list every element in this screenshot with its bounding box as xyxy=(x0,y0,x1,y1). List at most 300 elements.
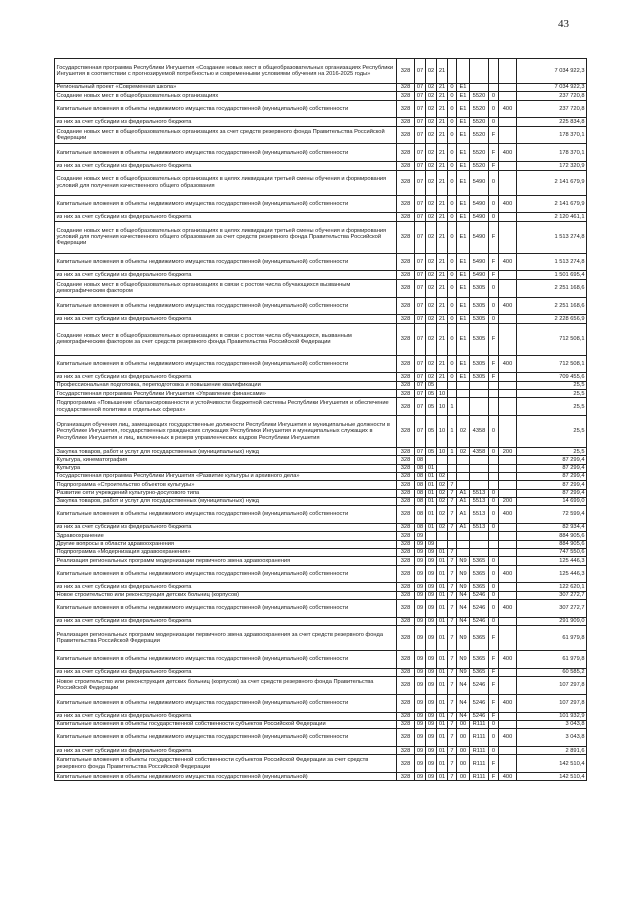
cell-ved: 328 xyxy=(397,532,415,540)
cell-nap xyxy=(457,381,470,389)
table-row xyxy=(55,755,587,773)
cell-name: Капитальные вложения в объекты недвижимого имущества государственной (муниципальной) собственности xyxy=(55,729,397,747)
cell-nap: 00 xyxy=(457,747,470,755)
cell-ved: 328 xyxy=(397,489,415,497)
cell-nap: N9 xyxy=(457,668,470,676)
cell-name: Капитальные вложения в объекты недвижимого имущества государственной (муниципальной) собственности xyxy=(55,253,397,271)
table-row xyxy=(55,390,587,398)
cell-pr: 02 xyxy=(426,118,437,126)
cell-pr: 09 xyxy=(426,548,437,556)
cell-ved: 328 xyxy=(397,448,415,456)
cell-pr: 02 xyxy=(426,195,437,213)
cell-pr: 02 xyxy=(426,355,437,373)
cell-prog xyxy=(437,381,448,389)
cell-sub: 7 xyxy=(448,625,457,650)
cell-prog xyxy=(437,456,448,464)
cell-prog: 01 xyxy=(437,773,448,781)
cell-code: 0 xyxy=(489,557,499,565)
cell-code: 0 xyxy=(489,524,499,532)
cell-name: из них за счет субсидии из федерального бюджета xyxy=(55,747,397,755)
cell-prog: 21 xyxy=(437,126,448,144)
cell-rz: 07 xyxy=(415,144,426,162)
cell-sum: 1 513 274,8 xyxy=(517,253,587,271)
cell-nap: 00 xyxy=(457,729,470,747)
cell-vr: 400 xyxy=(499,729,517,747)
cell-ei: 5520 xyxy=(470,144,489,162)
cell-prog: 01 xyxy=(437,677,448,695)
cell-name: Капитальные вложения в объекты государственной собственности субъектов Российской Федерации за счет средств резервного фонда Правительства Российской Федерации xyxy=(55,755,397,773)
cell-rz: 08 xyxy=(415,497,426,505)
cell-nap xyxy=(457,464,470,472)
cell-vr xyxy=(499,118,517,126)
cell-name: Государственная программа Республики Ингушетия «Создание новых мест в общеобразовательных организациях Республики Ингушетия в соответствии с прогнозируемой потребностью и современными условиями обучения на 2016-2025 годы» xyxy=(55,59,397,84)
cell-prog: 21 xyxy=(437,297,448,315)
cell-code: F xyxy=(489,271,499,279)
cell-sum: 237 720,8 xyxy=(517,92,587,100)
cell-rz: 08 xyxy=(415,481,426,489)
cell-nap: 02 xyxy=(457,416,470,448)
cell-nap: N4 xyxy=(457,591,470,599)
cell-rz: 09 xyxy=(415,677,426,695)
cell-nap: А1 xyxy=(457,506,470,524)
cell-sum: 87 299,4 xyxy=(517,489,587,497)
table-row xyxy=(55,565,587,583)
cell-ei: 5520 xyxy=(470,162,489,170)
cell-prog: 21 xyxy=(437,144,448,162)
cell-nap: Е1 xyxy=(457,84,470,92)
cell-prog: 21 xyxy=(437,253,448,271)
cell-sub: 0 xyxy=(448,373,457,381)
cell-ei: 5490 xyxy=(470,221,489,253)
cell-ved: 328 xyxy=(397,456,415,464)
cell-vr xyxy=(499,557,517,565)
cell-pr: 09 xyxy=(426,712,437,720)
cell-nap: N9 xyxy=(457,625,470,650)
cell-ei xyxy=(470,398,489,416)
cell-nap: N4 xyxy=(457,694,470,712)
cell-vr xyxy=(499,213,517,221)
cell-ved: 328 xyxy=(397,213,415,221)
cell-prog: 02 xyxy=(437,497,448,505)
table-row xyxy=(55,694,587,712)
cell-pr: 02 xyxy=(426,126,437,144)
cell-rz: 07 xyxy=(415,355,426,373)
cell-ei xyxy=(470,473,489,481)
cell-nap xyxy=(457,548,470,556)
cell-vr: 400 xyxy=(499,565,517,583)
cell-name: Капитальные вложения в объекты недвижимого имущества государственной (муниципальной) собственности xyxy=(55,650,397,668)
cell-sum: 14 699,0 xyxy=(517,497,587,505)
cell-ei: 5520 xyxy=(470,92,489,100)
cell-vr xyxy=(499,548,517,556)
cell-rz: 07 xyxy=(415,126,426,144)
cell-ved: 328 xyxy=(397,540,415,548)
cell-rz: 09 xyxy=(415,583,426,591)
cell-rz: 09 xyxy=(415,720,426,728)
cell-code xyxy=(489,548,499,556)
cell-nap: Е1 xyxy=(457,118,470,126)
cell-sum: 101 932,9 xyxy=(517,712,587,720)
cell-prog: 01 xyxy=(437,720,448,728)
cell-sub: 7 xyxy=(448,557,457,565)
cell-sum: 142 510,4 xyxy=(517,773,587,781)
cell-pr: 01 xyxy=(426,489,437,497)
cell-ved: 328 xyxy=(397,729,415,747)
cell-ei: 5490 xyxy=(470,213,489,221)
cell-ved: 328 xyxy=(397,126,415,144)
cell-sub xyxy=(448,464,457,472)
cell-sum: 25,5 xyxy=(517,381,587,389)
cell-ei: 5246 xyxy=(470,677,489,695)
cell-sub: 7 xyxy=(448,755,457,773)
cell-code: 0 xyxy=(489,213,499,221)
cell-ei: 5513 xyxy=(470,506,489,524)
cell-sub xyxy=(448,473,457,481)
cell-vr xyxy=(499,473,517,481)
cell-name: Создание новых мест в общеобразовательных организациях в связи с ростом числа обучающихся вызванным демографическим фактором xyxy=(55,279,397,297)
cell-sub: 7 xyxy=(448,650,457,668)
cell-nap: Е1 xyxy=(457,221,470,253)
cell-sub: 7 xyxy=(448,481,457,489)
cell-ei: 5305 xyxy=(470,355,489,373)
cell-ei: 5513 xyxy=(470,489,489,497)
cell-prog: 21 xyxy=(437,118,448,126)
cell-pr: 02 xyxy=(426,323,437,355)
cell-nap: Е1 xyxy=(457,315,470,323)
cell-ei: 5365 xyxy=(470,557,489,565)
cell-sum: 72 599,4 xyxy=(517,506,587,524)
cell-rz: 07 xyxy=(415,118,426,126)
cell-vr: 400 xyxy=(499,694,517,712)
cell-sum: 884 905,6 xyxy=(517,532,587,540)
cell-sum: 2 251 168,6 xyxy=(517,297,587,315)
cell-sub: 1 xyxy=(448,448,457,456)
cell-ved: 328 xyxy=(397,279,415,297)
cell-vr xyxy=(499,489,517,497)
cell-prog: 01 xyxy=(437,583,448,591)
cell-pr: 05 xyxy=(426,381,437,389)
cell-name: из них за счет субсидии из федерального бюджета xyxy=(55,712,397,720)
cell-prog: 01 xyxy=(437,650,448,668)
table-row xyxy=(55,381,587,389)
cell-vr xyxy=(499,540,517,548)
cell-rz: 09 xyxy=(415,712,426,720)
cell-nap: Е1 xyxy=(457,162,470,170)
cell-prog: 01 xyxy=(437,625,448,650)
cell-ved: 328 xyxy=(397,548,415,556)
cell-code: F xyxy=(489,126,499,144)
cell-ei: 5305 xyxy=(470,373,489,381)
cell-prog: 21 xyxy=(437,162,448,170)
cell-pr: 01 xyxy=(426,473,437,481)
cell-name: из них за счет субсидии из федерального бюджета xyxy=(55,373,397,381)
cell-code: F xyxy=(489,755,499,773)
table-row xyxy=(55,162,587,170)
cell-ei: 5490 xyxy=(470,170,489,195)
table-row xyxy=(55,170,587,195)
cell-rz: 08 xyxy=(415,489,426,497)
cell-pr: 02 xyxy=(426,144,437,162)
cell-code: 0 xyxy=(489,506,499,524)
cell-sub: 0 xyxy=(448,118,457,126)
cell-rz: 07 xyxy=(415,253,426,271)
cell-prog: 21 xyxy=(437,100,448,118)
cell-sum: 709 455,6 xyxy=(517,373,587,381)
cell-pr: 09 xyxy=(426,599,437,617)
cell-ved: 328 xyxy=(397,381,415,389)
cell-pr: 02 xyxy=(426,92,437,100)
cell-sum: 61 979,8 xyxy=(517,650,587,668)
cell-nap: 00 xyxy=(457,773,470,781)
cell-vr xyxy=(499,720,517,728)
cell-ei: 5246 xyxy=(470,694,489,712)
cell-name: из них за счет субсидии из федерального бюджета xyxy=(55,583,397,591)
cell-nap: N4 xyxy=(457,599,470,617)
cell-ved: 328 xyxy=(397,221,415,253)
cell-ved: 328 xyxy=(397,373,415,381)
cell-sum: 2 141 679,9 xyxy=(517,170,587,195)
cell-prog: 02 xyxy=(437,489,448,497)
cell-ved: 328 xyxy=(397,92,415,100)
cell-sub: 7 xyxy=(448,694,457,712)
cell-ei: 5365 xyxy=(470,625,489,650)
table-row xyxy=(55,355,587,373)
cell-code xyxy=(489,84,499,92)
cell-rz: 09 xyxy=(415,599,426,617)
cell-ei xyxy=(470,464,489,472)
cell-nap: N9 xyxy=(457,650,470,668)
cell-vr: 400 xyxy=(499,599,517,617)
cell-code: F xyxy=(489,668,499,676)
cell-ei: 5365 xyxy=(470,565,489,583)
cell-prog: 21 xyxy=(437,373,448,381)
table-row xyxy=(55,524,587,532)
cell-sub: 0 xyxy=(448,92,457,100)
cell-prog: 21 xyxy=(437,271,448,279)
cell-nap: Е1 xyxy=(457,279,470,297)
cell-sub: 0 xyxy=(448,195,457,213)
cell-vr xyxy=(499,524,517,532)
cell-sum: 25,5 xyxy=(517,398,587,416)
table-row xyxy=(55,557,587,565)
budget-table-body xyxy=(55,59,587,781)
cell-prog: 01 xyxy=(437,617,448,625)
cell-pr: 09 xyxy=(426,668,437,676)
cell-code: F xyxy=(489,773,499,781)
cell-pr: 09 xyxy=(426,677,437,695)
cell-sub: 7 xyxy=(448,548,457,556)
cell-vr xyxy=(499,755,517,773)
cell-sum: 172 320,9 xyxy=(517,162,587,170)
cell-ved: 328 xyxy=(397,398,415,416)
cell-pr: 05 xyxy=(426,416,437,448)
cell-sub: 7 xyxy=(448,668,457,676)
cell-sum: 1 501 695,4 xyxy=(517,271,587,279)
cell-ei: R111 xyxy=(470,747,489,755)
cell-vr xyxy=(499,532,517,540)
cell-code: F xyxy=(489,355,499,373)
cell-rz: 08 xyxy=(415,524,426,532)
cell-sub xyxy=(448,59,457,84)
cell-sub: 7 xyxy=(448,506,457,524)
cell-nap: Е1 xyxy=(457,195,470,213)
table-row xyxy=(55,599,587,617)
cell-ved: 328 xyxy=(397,59,415,84)
cell-ved: 328 xyxy=(397,773,415,781)
cell-sum: 307 272,7 xyxy=(517,591,587,599)
cell-sum: 178 370,1 xyxy=(517,144,587,162)
cell-vr xyxy=(499,677,517,695)
cell-ved: 328 xyxy=(397,747,415,755)
cell-name: Капитальные вложения в объекты недвижимого имущества государственной (муниципальной) собственности xyxy=(55,355,397,373)
budget-table xyxy=(54,58,587,781)
cell-code: F xyxy=(489,144,499,162)
cell-sum: 747 550,6 xyxy=(517,548,587,556)
cell-name: Другие вопросы в области здравоохранения xyxy=(55,540,397,548)
cell-sub: 7 xyxy=(448,489,457,497)
cell-code: 0 xyxy=(489,195,499,213)
table-row xyxy=(55,416,587,448)
cell-ei: 5365 xyxy=(470,650,489,668)
table-row xyxy=(55,540,587,548)
cell-name: Создание новых мест в общеобразовательных организациях в связи с ростом числа обучающихся, вызванным демографическим фактором за счет средств резервного фонда Правительства Российской Федерации xyxy=(55,323,397,355)
cell-pr: 09 xyxy=(426,747,437,755)
cell-prog: 01 xyxy=(437,747,448,755)
cell-rz: 07 xyxy=(415,315,426,323)
cell-ved: 328 xyxy=(397,170,415,195)
table-row xyxy=(55,92,587,100)
cell-code: 0 xyxy=(489,92,499,100)
cell-ei: 5490 xyxy=(470,195,489,213)
cell-code: F xyxy=(489,253,499,271)
cell-ei: R111 xyxy=(470,773,489,781)
cell-ei xyxy=(470,532,489,540)
cell-code: 0 xyxy=(489,315,499,323)
cell-vr xyxy=(499,221,517,253)
table-row xyxy=(55,712,587,720)
cell-name: Капитальные вложения в объекты недвижимого имущества государственной (муниципальной) собственности xyxy=(55,506,397,524)
cell-pr: 09 xyxy=(426,583,437,591)
cell-pr: 02 xyxy=(426,162,437,170)
table-row xyxy=(55,59,587,84)
cell-sum: 60 585,2 xyxy=(517,668,587,676)
cell-sub: 0 xyxy=(448,100,457,118)
cell-rz: 09 xyxy=(415,591,426,599)
cell-prog: 02 xyxy=(437,481,448,489)
cell-nap xyxy=(457,532,470,540)
cell-prog: 01 xyxy=(437,712,448,720)
cell-code: 0 xyxy=(489,565,499,583)
table-row xyxy=(55,747,587,755)
table-row xyxy=(55,464,587,472)
cell-name: Реализация региональных программ модернизации первичного звена здравоохранения за счет средств резервного фонда Правительства Российской Федерации xyxy=(55,625,397,650)
cell-ei: 5520 xyxy=(470,100,489,118)
cell-prog: 21 xyxy=(437,279,448,297)
cell-vr xyxy=(499,416,517,448)
cell-rz: 09 xyxy=(415,668,426,676)
cell-nap: Е1 xyxy=(457,271,470,279)
table-row xyxy=(55,253,587,271)
cell-ei: 5305 xyxy=(470,279,489,297)
cell-name: Реализация региональных программ модернизации первичного звена здравоохранения xyxy=(55,557,397,565)
cell-ei: 5513 xyxy=(470,497,489,505)
table-row xyxy=(55,271,587,279)
cell-code xyxy=(489,481,499,489)
cell-rz: 09 xyxy=(415,747,426,755)
cell-name: Капитальные вложения в объекты недвижимого имущества государственной (муниципальной) собственности xyxy=(55,599,397,617)
cell-ei: 5520 xyxy=(470,118,489,126)
cell-nap: Е1 xyxy=(457,373,470,381)
cell-prog: 02 xyxy=(437,473,448,481)
cell-sub: 0 xyxy=(448,355,457,373)
cell-code xyxy=(489,398,499,416)
cell-rz: 08 xyxy=(415,456,426,464)
cell-rz: 07 xyxy=(415,381,426,389)
cell-vr xyxy=(499,381,517,389)
cell-rz: 07 xyxy=(415,195,426,213)
cell-sum: 3 043,8 xyxy=(517,729,587,747)
cell-ved: 328 xyxy=(397,591,415,599)
cell-code: 0 xyxy=(489,118,499,126)
cell-code: F xyxy=(489,712,499,720)
cell-sum: 87 299,4 xyxy=(517,481,587,489)
cell-nap: Е1 xyxy=(457,92,470,100)
cell-ved: 328 xyxy=(397,557,415,565)
cell-code: F xyxy=(489,694,499,712)
cell-ved: 328 xyxy=(397,100,415,118)
cell-rz: 09 xyxy=(415,773,426,781)
cell-vr xyxy=(499,323,517,355)
cell-code: 0 xyxy=(489,720,499,728)
cell-nap: А1 xyxy=(457,489,470,497)
cell-pr xyxy=(426,456,437,464)
cell-vr xyxy=(499,747,517,755)
cell-prog: 01 xyxy=(437,565,448,583)
cell-sub xyxy=(448,540,457,548)
cell-pr: 02 xyxy=(426,297,437,315)
cell-pr: 09 xyxy=(426,591,437,599)
cell-vr xyxy=(499,315,517,323)
cell-rz: 09 xyxy=(415,540,426,548)
cell-nap xyxy=(457,390,470,398)
cell-ved: 328 xyxy=(397,84,415,92)
table-row xyxy=(55,279,587,297)
cell-nap xyxy=(457,540,470,548)
table-row xyxy=(55,448,587,456)
cell-sum: 3 043,8 xyxy=(517,720,587,728)
table-row xyxy=(55,456,587,464)
cell-ved: 328 xyxy=(397,118,415,126)
cell-ved: 328 xyxy=(397,755,415,773)
cell-ved: 328 xyxy=(397,650,415,668)
cell-ei: R111 xyxy=(470,755,489,773)
cell-code: F xyxy=(489,650,499,668)
cell-vr xyxy=(499,126,517,144)
cell-ei: 4358 xyxy=(470,448,489,456)
cell-prog: 21 xyxy=(437,59,448,84)
cell-name: Государственная программа Республики Ингушетия «Развитие культуры и архивного дела» xyxy=(55,473,397,481)
cell-nap: 00 xyxy=(457,755,470,773)
cell-ei xyxy=(470,381,489,389)
cell-pr: 02 xyxy=(426,170,437,195)
cell-nap: Е1 xyxy=(457,126,470,144)
cell-pr: 05 xyxy=(426,390,437,398)
cell-pr: 09 xyxy=(426,625,437,650)
cell-pr: 01 xyxy=(426,506,437,524)
cell-prog: 01 xyxy=(437,548,448,556)
cell-ei: 5246 xyxy=(470,712,489,720)
cell-ei xyxy=(470,390,489,398)
